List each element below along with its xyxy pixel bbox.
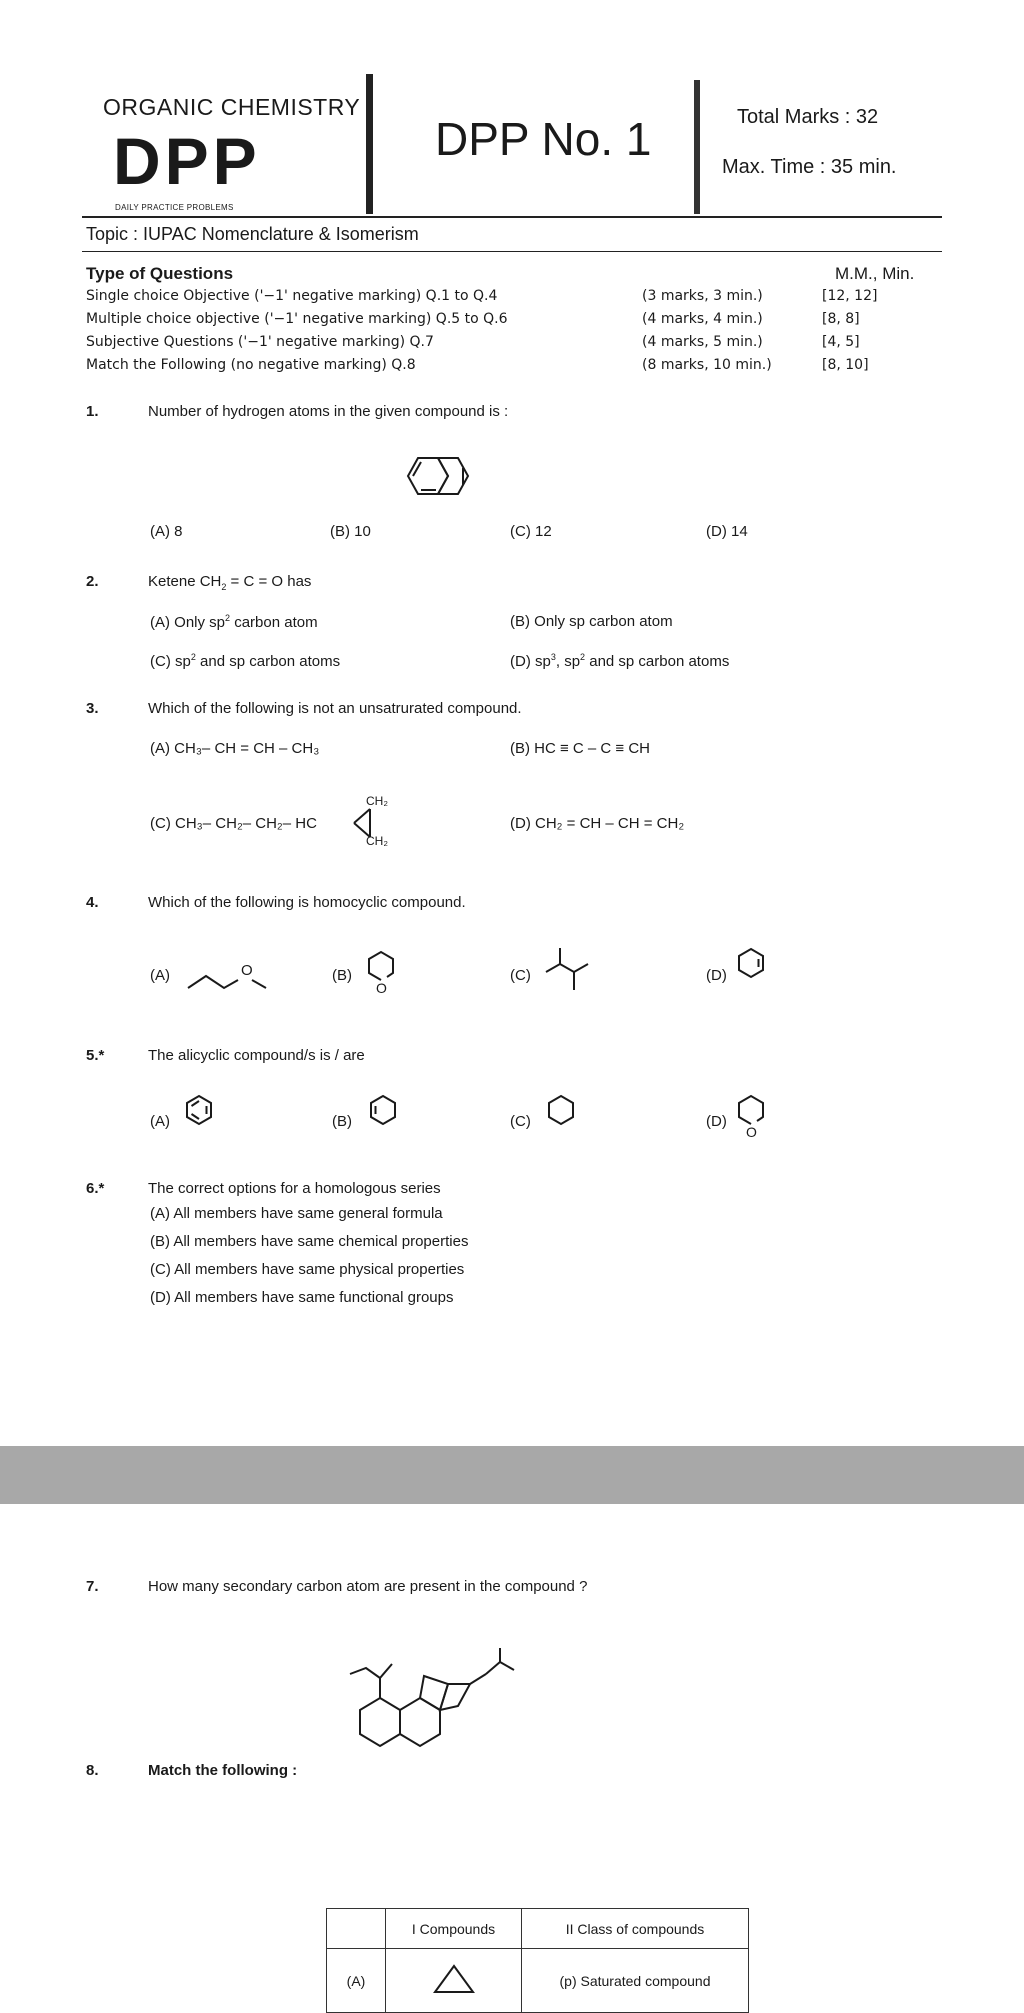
diethyl-ether-structure <box>186 958 286 998</box>
option-a[interactable]: (A) Only $sp^2$ carbon atom <box>150 613 318 631</box>
qtype-label: Match the Following (no negative marking) Q.8 <box>86 357 416 373</box>
option-d[interactable]: (D) CH₂ = CH – CH = CH₂ <box>510 815 685 832</box>
oxane-structure <box>730 1092 790 1152</box>
qtype-label: Single choice Objective ('−1' negative marking) Q.1 to Q.4 <box>86 288 498 304</box>
page-break-band <box>0 1446 1024 1504</box>
question-number: 7. <box>86 1578 99 1595</box>
option-a[interactable]: (A) <box>150 1113 170 1130</box>
question-text: The alicyclic compound/s is / are <box>148 1047 365 1064</box>
question-text: Number of hydrogen atoms in the given compound is : <box>148 403 509 420</box>
row-label: (A) <box>327 1949 386 2013</box>
header-divider <box>366 74 373 214</box>
qtype-marks: (3 marks, 3 min.) <box>642 288 763 304</box>
option-b[interactable]: (B) HC ≡ C – C ≡ CH <box>510 740 651 757</box>
question-number: 5.* <box>86 1047 105 1064</box>
option-d[interactable]: (D) <box>706 1113 727 1130</box>
ch2-label: CH₂ <box>366 834 388 848</box>
question-text: Which of the following is not an unsatrurated compound. <box>148 700 522 717</box>
oxygen-label: O <box>376 980 387 996</box>
qtype-mm: [4, 5] <box>822 334 860 350</box>
q7-structure <box>330 1620 550 1770</box>
option-c[interactable]: (C) <box>510 1113 531 1130</box>
column-header: II Class of compounds <box>522 1909 749 1949</box>
qtype-label: Multiple choice objective ('−1' negative marking) Q.5 to Q.6 <box>86 311 508 327</box>
question-number: 2. <box>86 573 99 590</box>
question-types-heading: Type of Questions <box>86 264 234 283</box>
qtype-mm: [8, 10] <box>822 357 869 373</box>
cyclohexene-structure <box>730 945 790 1005</box>
question-number: 4. <box>86 894 99 911</box>
oxygen-label: O <box>241 962 253 979</box>
dpp-logo-subtitle: DAILY PRACTICE PROBLEMS <box>115 203 234 212</box>
option-c[interactable]: (C) 12 <box>510 523 552 540</box>
question-text: Ketene $CH_2 = C = O$ has <box>148 573 312 592</box>
oxane-structure <box>360 948 420 1008</box>
cyclohexene-structure <box>362 1092 422 1152</box>
qtype-marks: (4 marks, 5 min.) <box>642 334 763 350</box>
qtype-marks: (8 marks, 10 min.) <box>642 357 772 373</box>
qtype-marks: (4 marks, 4 min.) <box>642 311 763 327</box>
question-text: Match the following : <box>148 1762 298 1779</box>
qtype-mm: [8, 8] <box>822 311 860 327</box>
option-c[interactable]: (C) $sp^2$ and sp carbon atoms <box>150 652 341 670</box>
option-a[interactable]: (A) 8 <box>150 523 183 540</box>
option-b[interactable]: (B) <box>332 967 352 984</box>
table-corner <box>327 1909 386 1949</box>
option-a[interactable]: (A) All members have same general formula <box>150 1205 443 1222</box>
option-b[interactable]: (B) All members have same chemical properties <box>150 1233 469 1250</box>
total-marks: Total Marks : 32 <box>737 106 879 128</box>
divider <box>82 216 942 218</box>
cyclopropane-structure <box>429 1962 479 1996</box>
option-b[interactable]: (B) <box>332 1113 352 1130</box>
topic-line: Topic : IUPAC Nomenclature & Isomerism <box>86 224 419 244</box>
question-number: 1. <box>86 403 99 420</box>
qtype-mm: [12, 12] <box>822 288 878 304</box>
benzene-structure <box>178 1092 238 1152</box>
page-title: DPP No. 1 <box>435 113 652 165</box>
option-d[interactable]: (D) 14 <box>706 523 748 540</box>
cyclohexane-structure <box>540 1092 600 1152</box>
option-d[interactable]: (D) $sp^3$, $sp^2$ and sp carbon atoms <box>510 652 730 670</box>
question-number: 6.* <box>86 1180 105 1197</box>
qtype-label: Subjective Questions ('−1' negative marking) Q.7 <box>86 334 434 350</box>
match-table <box>326 1908 749 2013</box>
option-b[interactable]: (B) 10 <box>330 523 371 540</box>
question-number: 3. <box>86 700 99 717</box>
mm-heading: M.M., Min. <box>835 264 915 283</box>
compound-cell <box>386 1949 522 2013</box>
q1-structure <box>400 450 500 510</box>
ch2-label: CH₂ <box>366 794 388 808</box>
option-c[interactable]: (C) <box>510 967 531 984</box>
question-number: 8. <box>86 1762 99 1779</box>
branched-alkane-structure <box>540 936 620 1006</box>
option-d[interactable]: (D) All members have same functional groups <box>150 1289 454 1306</box>
option-c[interactable]: (C) All members have same physical properties <box>150 1261 465 1278</box>
question-text: Which of the following is homocyclic compound. <box>148 894 466 911</box>
question-text: How many secondary carbon atom are present in the compound ? <box>148 1578 588 1595</box>
option-d[interactable]: (D) <box>706 967 727 984</box>
option-a[interactable]: (A) <box>150 967 170 984</box>
column-header: I Compounds <box>386 1909 522 1949</box>
header-divider <box>694 80 700 214</box>
oxygen-label: O <box>746 1124 757 1140</box>
option-a[interactable]: (A) CH₃– CH = CH – CH₃ <box>150 740 320 757</box>
dpp-logo: DPP <box>113 124 261 198</box>
subject-label: ORGANIC CHEMISTRY <box>103 94 361 120</box>
question-text: The correct options for a homologous series <box>148 1180 441 1197</box>
divider <box>82 251 942 252</box>
class-cell: (p) Saturated compound <box>522 1949 749 2013</box>
option-b[interactable]: (B) Only sp carbon atom <box>510 613 673 630</box>
option-c[interactable]: (C) CH₃– CH₂– CH₂– HC <box>150 815 317 832</box>
max-time: Max. Time : 35 min. <box>722 156 897 178</box>
